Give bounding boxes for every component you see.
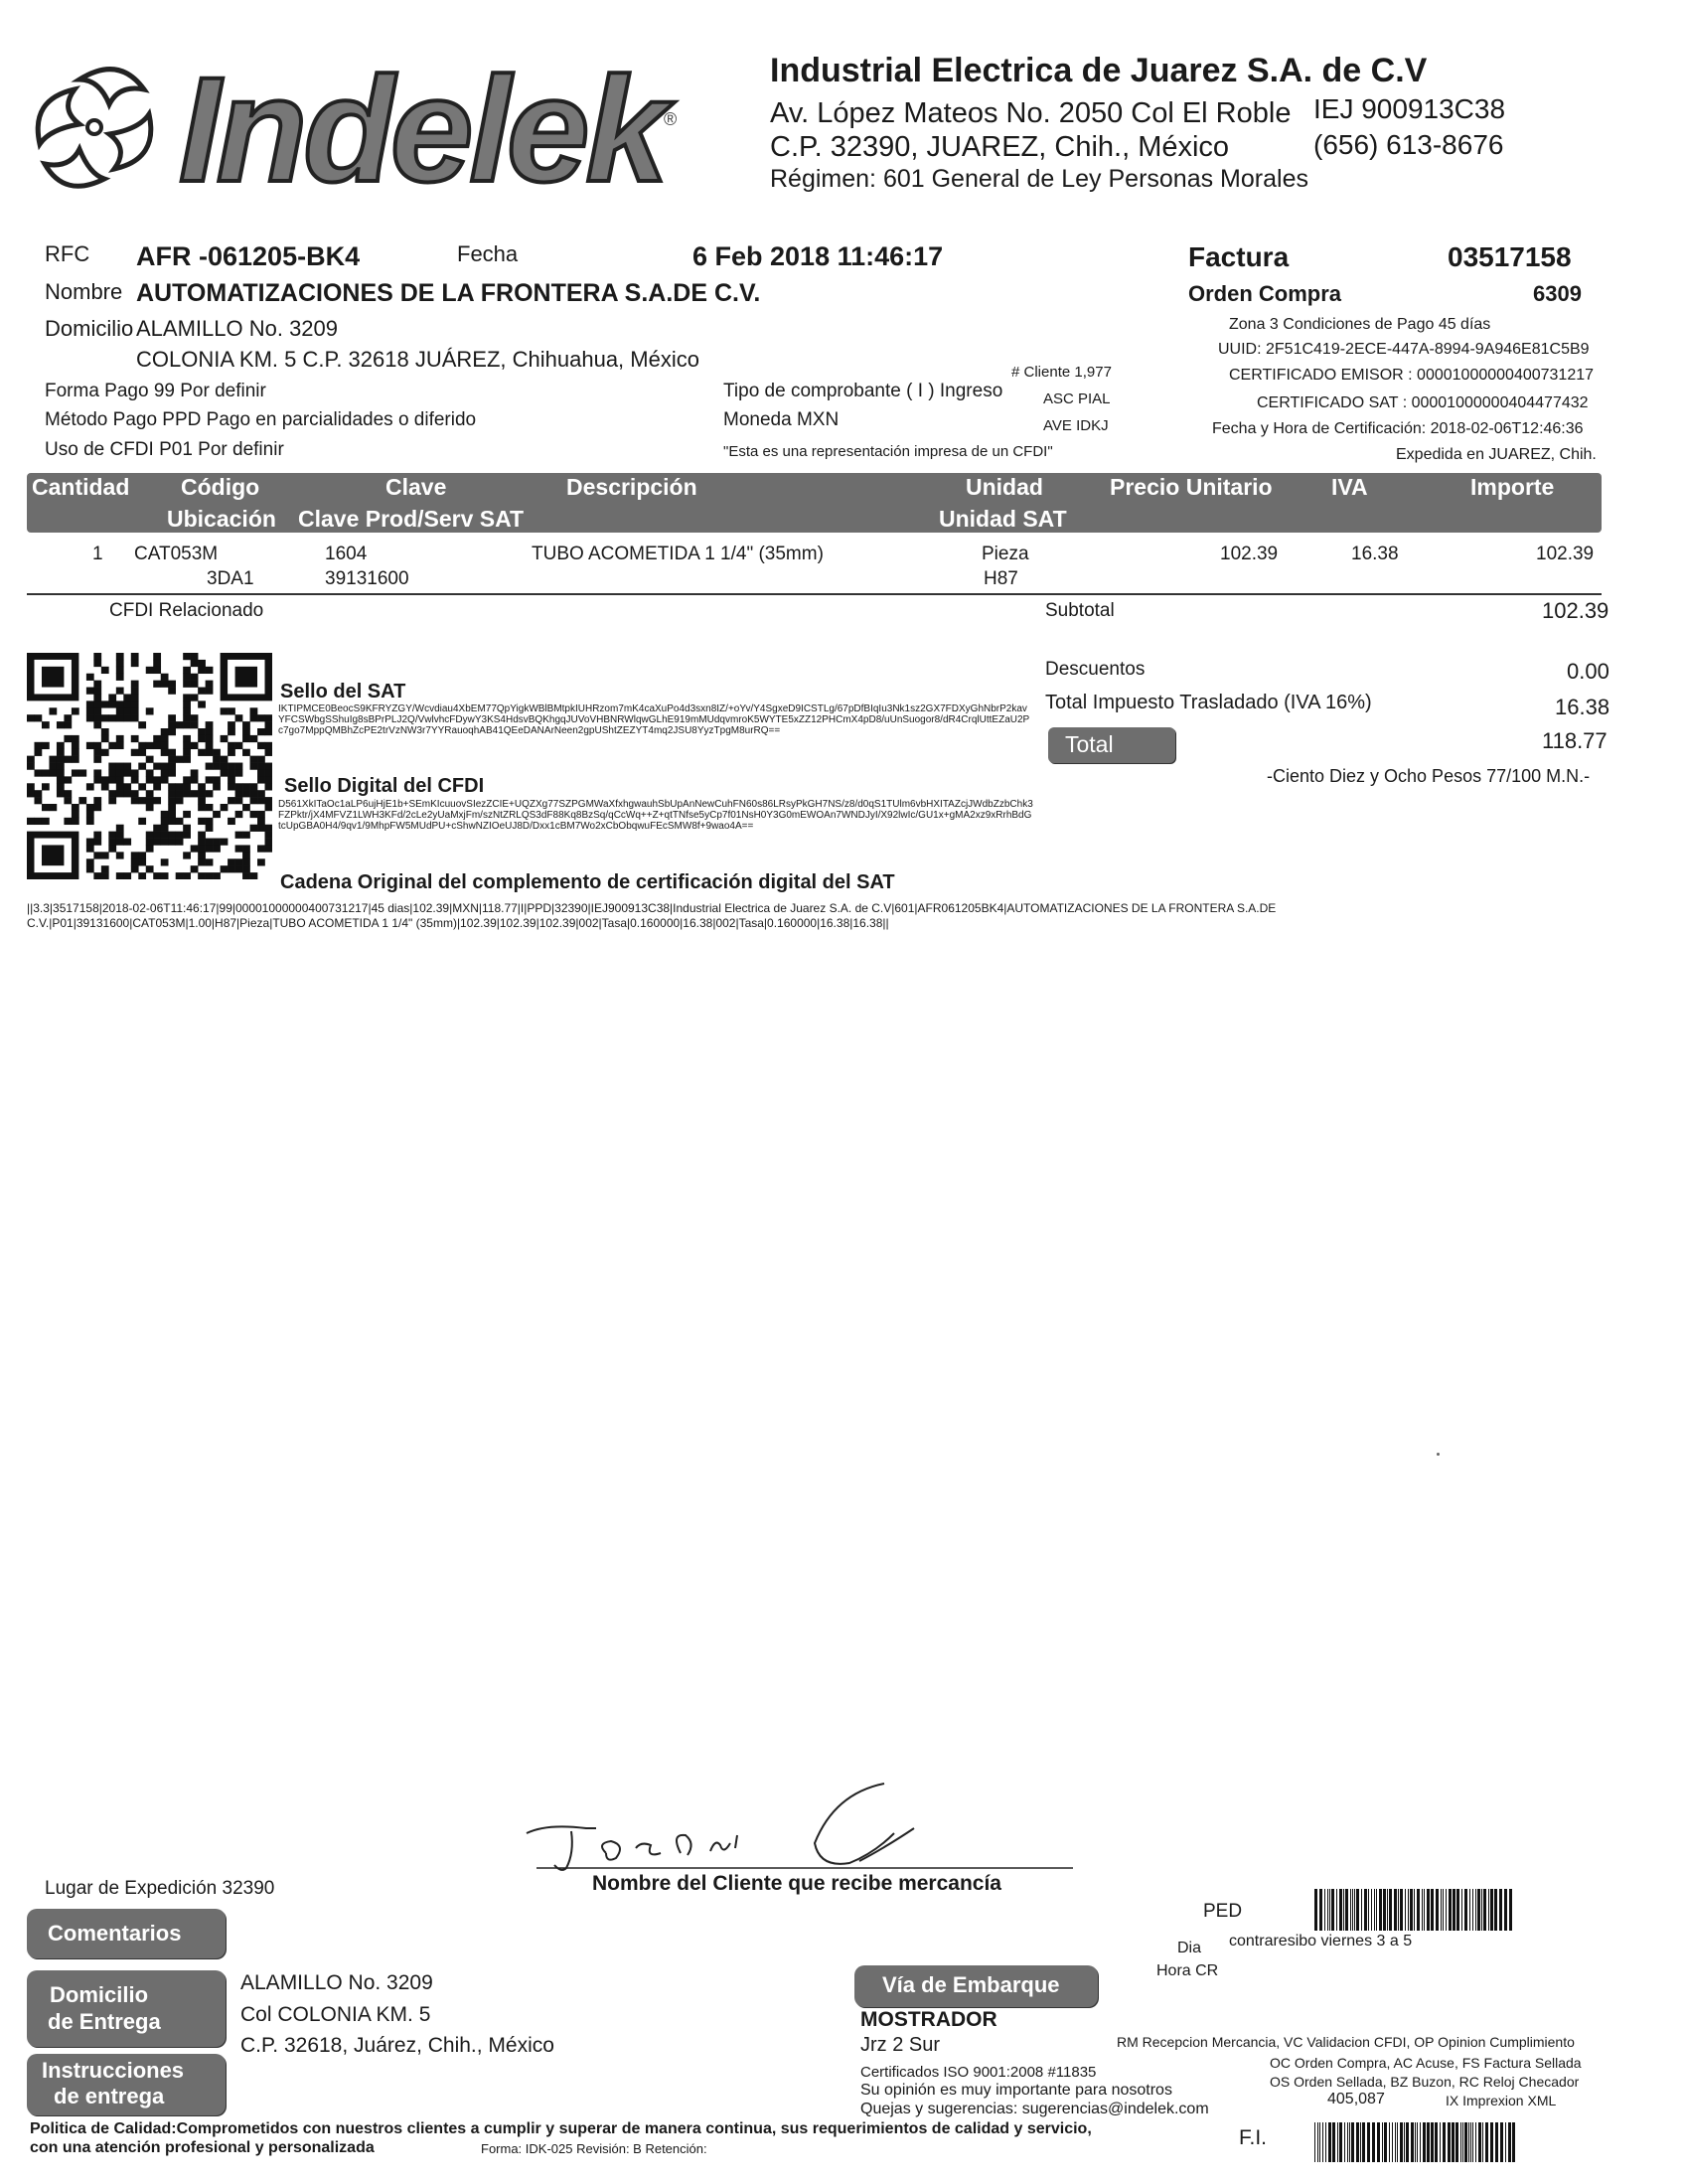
impuesto-label: Total Impuesto Trasladado (IVA 16%) [1045,692,1372,713]
col-clave-sat: Clave Prod/Serv SAT [298,506,525,532]
zona-condiciones: Zona 3 Condiciones de Pago 45 días [1229,316,1491,333]
lugar-expedicion: Lugar de Expedición 32390 [45,1878,275,1899]
moneda: Moneda MXN [723,409,840,430]
logo-wordmark: Indelek [179,46,665,213]
table-row [27,542,1602,591]
fecha-label: Fecha [457,241,519,266]
asc-code: ASC PIAL [1043,390,1111,407]
total-label: Total [1065,731,1114,757]
total-en-letra: -Ciento Diez y Ocho Pesos 77/100 M.N.- [1267,766,1591,786]
rfc-label: RFC [45,241,90,266]
cadena-label: Cadena Original del complemento de certificación digital del SAT [280,871,895,893]
impuesto-value: 16.38 [1555,695,1610,719]
politica-line1: Politica de Calidad:Comprometidos con nuestros clientes a cumplir y superar de manera continua, sus requerimientos de calidad y servicio, [30,2120,1092,2137]
factura-number: 03517158 [1448,241,1572,272]
company-rfc: IEJ 900913C38 [1313,93,1506,124]
col-importe: Importe [1470,474,1555,500]
cadena-line2: C.V.|P01|39131600|CAT053M|1.00|H87|Pieza|TUBO ACOMETIDA 1 1/4" (35mm)|102.39|102.39|102.39|002|Tasa|0.160000|16.38|002|Tasa|0.160000|16.38|16.38|| [27,916,889,930]
uuid: UUID: 2F51C419-2ECE-447A-8994-9A946E81C5B9 [1218,341,1590,358]
rm-codes1: RM Recepcion Mercancia, VC Validacion CFDI, OP Opinion Cumplimiento [1117,2034,1575,2050]
row-descripcion: TUBO ACOMETIDA 1 1/4" (35mm) [532,544,824,564]
instrucciones-label2: de entrega [54,2084,165,2108]
row-precio: 102.39 [1220,544,1279,564]
company-phone: (656) 613-8676 [1313,129,1504,160]
sello-sat-label: Sello del SAT [280,681,406,702]
sello-sat-value: IKTIPMCE0BeocS9KFRYZGY/Wcvdiau4XbEM77QpYigkWBlBMtpkIUHRzom7mK4caXuPo4d3sxn8IZ/+oYv/Y4SgxeD9ICSTLg/67pDfBIqIu3Nk1sz2GX7FDXyGhNbrP2kavYFCSWbgSShuIg8sBPrPLJ2Q/VwlvhcFDywY3KS4HdsvBQKhgqJUVoVHBNRWlqwGLhE919mMUdqvmroK5WYTE5xZZ12PHCmX4pD8/uUnSuogor8/dR4CrqlUttEZaU2Pc7go7MppQMBhZcPE2trVzNW3r7YYRauoqhAB41QEeDANArNeen2gpUShtZEZYT4mq2JSU8YyzTpgM8urRQ== [278,703,1030,736]
qr-code-icon [27,653,272,879]
contrarecibo: contraresibo viernes 3 a 5 [1229,1933,1413,1950]
barcode-bottom-icon [1314,2122,1545,2162]
company-regimen: Régimen: 601 General de Ley Personas Morales [770,165,1308,193]
via-embarque-value: MOSTRADOR [860,2008,997,2031]
cert-emisor: CERTIFICADO EMISOR : 00001000000400731217 [1229,367,1595,384]
row-codigo: CAT053M [134,544,219,564]
subtotal-label: Subtotal [1045,600,1115,621]
instrucciones-label1: Instrucciones [42,2058,185,2083]
cfdi-representacion: "Esta es una representación impresa de un CFDI" [723,443,1053,460]
folio: 405,087 [1327,2091,1385,2107]
rm-codes2: OC Orden Compra, AC Acuse, FS Factura Sellada [1270,2055,1582,2071]
descuentos-value: 0.00 [1567,659,1609,684]
domicilio-entrega-label1: Domicilio [50,1982,149,2007]
fi-label: F.I. [1239,2126,1268,2149]
cfdi-relacionado: CFDI Relacionado [109,600,264,621]
entrega-line3: C.P. 32618, Juárez, Chih., México [240,2034,554,2057]
tipo-comprobante: Tipo de comprobante ( I ) Ingreso [723,381,1003,401]
quejas-text: Quejas y sugerencias: sugerencias@indelek.com [860,2101,1209,2117]
company-address2: C.P. 32390, JUAREZ, Chih., México [770,131,1230,163]
row-unidad: Pieza [982,544,1029,564]
col-precio: Precio Unitario [1110,474,1273,500]
col-descripcion: Descripción [566,474,697,500]
col-codigo: Código [181,474,260,500]
rm-codes3: OS Orden Sellada, BZ Buzon, RC Reloj Checador [1270,2074,1580,2090]
col-iva: IVA [1331,474,1368,500]
col-ubicacion: Ubicación [167,506,276,532]
row-iva: 16.38 [1351,544,1399,564]
via-embarque-label: Vía de Embarque [882,1972,1060,1997]
subtotal-value: 102.39 [1542,598,1609,623]
orden-number: 6309 [1533,281,1582,306]
hora-label: Hora CR [1156,1962,1219,1979]
cliente-number: # Cliente 1,977 [1011,364,1112,381]
politica-line2: con una atención profesional y personalizada [30,2139,375,2156]
entrega-line2: Col COLONIA KM. 5 [240,2003,431,2026]
row-ubicacion: 3DA1 [207,568,254,589]
company-logo [20,35,695,213]
forma-pago: Forma Pago 99 Por definir [45,381,266,401]
firma-label: Nombre del Cliente que recibe mercancía [592,1872,1001,1895]
ave-code: AVE IDKJ [1043,417,1109,434]
via-embarque-sub: Jrz 2 Sur [860,2034,941,2056]
company-name: Industrial Electrica de Juarez S.A. de C.V [770,52,1428,89]
entrega-line1: ALAMILLO No. 3209 [240,1971,433,1994]
ped-label: PED [1203,1901,1243,1922]
cadena-line1: ||3.3|3517158|2018-02-06T11:46:17|99|00001000000400731217|45 dias|102.39|MXN|118.77|I|PPD|32390|IEJ900913C38|Industrial Electrica de Juarez S.A. de C.V|601|AFR061205BK4|AUTOMATIZACIONES DE LA FRONTERA S.A.DE [27,901,1277,915]
orden-label: Orden Compra [1188,281,1342,306]
comentarios-label: Comentarios [48,1921,182,1946]
domicilio-entrega-label2: de Entrega [48,2009,161,2034]
col-cantidad: Cantidad [32,474,130,500]
company-address1: Av. López Mateos No. 2050 Col El Roble [770,97,1292,129]
client-rfc: AFR -061205-BK4 [136,241,361,271]
client-address1: ALAMILLO No. 3209 [136,316,339,341]
cert-sat: CERTIFICADO SAT : 00001000000404477432 [1257,394,1589,411]
fecha-certificacion: Fecha y Hora de Certificación: 2018-02-06T12:46:36 [1212,420,1584,437]
uso-cfdi: Uso de CFDI P01 Por definir [45,439,284,460]
invoice-date: 6 Feb 2018 11:46:17 [692,241,944,271]
sello-cfdi-value: D561XkITaOc1aLP6ujHjE1b+SEmKIcuuovSIezZCIE+UQZXg77SZPGMWaXfxhgwauhSbUpAnNewCuhFN60s86LRsyPkGH7NS/z8/d0qS1TUlm6vbHXITAZcjJWdbZzbChk3FZPktr/jX4MFVZ1LWH3KFd/2cLe2yUaMxjFm/szNtZRLQS3dF88Kq8BzSq/qCcWq++Z+qtTNfse5yCp7f01NsH0Y3G0mEWOAn7WNDJyI/X92lwIc/GU1x+gMA2xz9xRrhBdGtcUpGBA0H4/9qv1/9MhpFW5MUdPU+cShwNZIOeUJ8D/Dxx1cBM7Wo2xCbObqwuFEcSMW8f+9wao4A== [278,799,1033,832]
total-value: 118.77 [1542,728,1607,753]
opinion-text: Su opinión es muy importante para nosotros [860,2082,1172,2099]
nombre-label: Nombre [45,279,123,304]
barcode-top-icon [1314,1889,1543,1931]
col-unidad-sat: Unidad SAT [939,506,1067,532]
client-address2: COLONIA KM. 5 C.P. 32618 JUÁREZ, Chihuahua, México [136,347,699,372]
row-clave-sat: 39131600 [325,568,409,589]
col-unidad: Unidad [966,474,1043,500]
iso-cert: Certificados ISO 9001:2008 #11835 [860,2064,1097,2081]
client-name: AUTOMATIZACIONES DE LA FRONTERA S.A.DE C.V. [136,279,761,307]
sello-cfdi-label: Sello Digital del CFDI [284,775,485,797]
factura-label: Factura [1188,241,1290,272]
descuentos-label: Descuentos [1045,659,1146,680]
indelek-swirl-icon [20,50,169,199]
col-clave: Clave [385,474,447,500]
row-clave: 1604 [325,544,368,564]
signature-image [517,1774,1073,1883]
expedida-en: Expedida en JUAREZ, Chih. [1396,446,1597,463]
dia-label: Dia [1177,1940,1202,1956]
ix-label: IX Imprexion XML [1446,2093,1557,2108]
row-cantidad: 1 [92,544,103,564]
table-divider [27,593,1602,595]
row-unidad-sat: H87 [984,568,1018,589]
domicilio-label: Domicilio [45,316,134,341]
forma-revision: Forma: IDK-025 Revisión: B Retención: [481,2141,707,2156]
row-importe: 102.39 [1536,544,1595,564]
scan-dot [1437,1453,1440,1456]
metodo-pago: Método Pago PPD Pago en parcialidades o diferido [45,409,477,430]
registered-icon: ® [664,109,678,129]
